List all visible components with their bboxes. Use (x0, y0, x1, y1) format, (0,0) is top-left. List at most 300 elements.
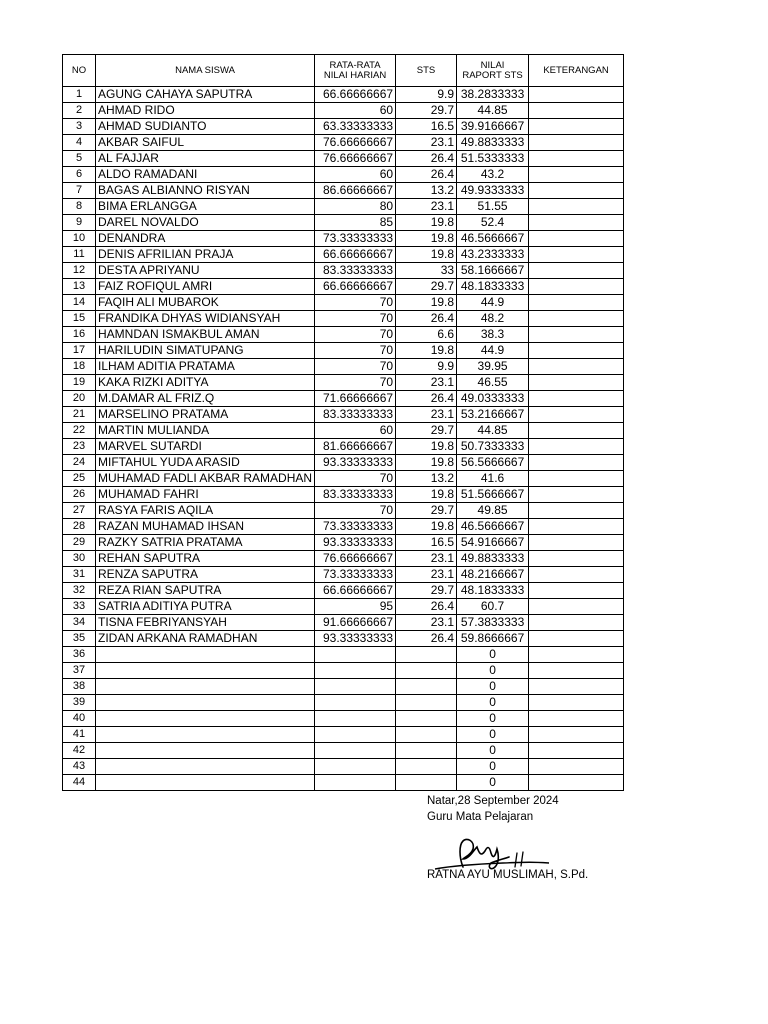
cell-average (315, 647, 396, 663)
cell-average: 70 (315, 311, 396, 327)
cell-sts (396, 775, 457, 791)
cell-keterangan (529, 343, 624, 359)
cell-average: 60 (315, 103, 396, 119)
cell-no: 2 (63, 103, 96, 119)
cell-no: 36 (63, 647, 96, 663)
cell-student-name: HAMNDAN ISMAKBUL AMAN (96, 327, 315, 343)
cell-sts: 23.1 (396, 567, 457, 583)
cell-no: 31 (63, 567, 96, 583)
cell-average (315, 663, 396, 679)
cell-keterangan (529, 775, 624, 791)
cell-student-name: AHMAD SUDIANTO (96, 119, 315, 135)
cell-no: 25 (63, 471, 96, 487)
cell-raport: 0 (457, 711, 529, 727)
cell-raport: 48.1833333 (457, 279, 529, 295)
cell-sts: 23.1 (396, 375, 457, 391)
cell-average: 66.66666667 (315, 87, 396, 103)
cell-no: 38 (63, 679, 96, 695)
cell-sts: 23.1 (396, 615, 457, 631)
cell-average: 91.66666667 (315, 615, 396, 631)
cell-average: 83.33333333 (315, 407, 396, 423)
cell-raport: 43.2 (457, 167, 529, 183)
cell-average: 95 (315, 599, 396, 615)
table-row (63, 455, 624, 471)
cell-keterangan (529, 183, 624, 199)
cell-average (315, 775, 396, 791)
cell-average: 71.66666667 (315, 391, 396, 407)
header-keterangan: KETERANGAN (529, 55, 624, 87)
cell-student-name: MUHAMAD FADLI AKBAR RAMADHAN (96, 471, 315, 487)
cell-raport: 59.8666667 (457, 631, 529, 647)
cell-keterangan (529, 407, 624, 423)
cell-student-name (96, 775, 315, 791)
cell-average: 70 (315, 295, 396, 311)
cell-average: 63.33333333 (315, 119, 396, 135)
cell-no: 4 (63, 135, 96, 151)
cell-sts: 19.8 (396, 439, 457, 455)
place-date: Natar,28 September 2024 (427, 795, 559, 807)
cell-keterangan (529, 727, 624, 743)
cell-sts: 23.1 (396, 199, 457, 215)
cell-average: 70 (315, 471, 396, 487)
cell-keterangan (529, 631, 624, 647)
cell-raport: 56.5666667 (457, 455, 529, 471)
cell-keterangan (529, 279, 624, 295)
cell-keterangan (529, 423, 624, 439)
cell-average: 60 (315, 423, 396, 439)
cell-raport: 46.5666667 (457, 519, 529, 535)
cell-raport: 53.2166667 (457, 407, 529, 423)
cell-no: 5 (63, 151, 96, 167)
table-row (63, 311, 624, 327)
cell-student-name: AKBAR SAIFUL (96, 135, 315, 151)
cell-average: 93.33333333 (315, 455, 396, 471)
table-row (63, 631, 624, 647)
table-row (63, 583, 624, 599)
cell-raport: 0 (457, 727, 529, 743)
cell-sts: 26.4 (396, 631, 457, 647)
cell-average: 80 (315, 199, 396, 215)
cell-raport: 0 (457, 695, 529, 711)
table-row (63, 263, 624, 279)
cell-student-name: REHAN SAPUTRA (96, 551, 315, 567)
cell-sts: 6.6 (396, 327, 457, 343)
cell-raport: 46.55 (457, 375, 529, 391)
cell-student-name (96, 743, 315, 759)
cell-average: 93.33333333 (315, 631, 396, 647)
cell-keterangan (529, 87, 624, 103)
cell-no: 34 (63, 615, 96, 631)
cell-student-name: BAGAS ALBIANNO RISYAN (96, 183, 315, 199)
cell-raport: 49.0333333 (457, 391, 529, 407)
cell-average: 83.33333333 (315, 263, 396, 279)
cell-no: 17 (63, 343, 96, 359)
cell-student-name: AL FAJJAR (96, 151, 315, 167)
cell-sts (396, 679, 457, 695)
cell-no: 18 (63, 359, 96, 375)
cell-sts: 29.7 (396, 423, 457, 439)
cell-keterangan (529, 359, 624, 375)
cell-no: 21 (63, 407, 96, 423)
table-row (63, 519, 624, 535)
table-row (63, 423, 624, 439)
header-raport-line2: RAPORT STS (462, 69, 523, 81)
cell-student-name: FAIZ ROFIQUL AMRI (96, 279, 315, 295)
cell-average: 93.33333333 (315, 535, 396, 551)
cell-student-name: MARSELINO PRATAMA (96, 407, 315, 423)
signer-name: RATNA AYU MUSLIMAH, S.Pd. (427, 869, 589, 881)
cell-student-name (96, 711, 315, 727)
cell-sts: 19.8 (396, 455, 457, 471)
cell-keterangan (529, 215, 624, 231)
cell-student-name: KAKA RIZKI ADITYA (96, 375, 315, 391)
table-row (63, 679, 624, 695)
cell-no: 42 (63, 743, 96, 759)
cell-no: 39 (63, 695, 96, 711)
cell-sts: 13.2 (396, 471, 457, 487)
table-row (63, 87, 624, 103)
cell-sts: 16.5 (396, 535, 457, 551)
cell-raport: 49.8833333 (457, 135, 529, 151)
cell-raport: 48.1833333 (457, 583, 529, 599)
cell-keterangan (529, 759, 624, 775)
cell-no: 32 (63, 583, 96, 599)
cell-raport: 52.4 (457, 215, 529, 231)
cell-keterangan (529, 695, 624, 711)
cell-student-name: MARVEL SUTARDI (96, 439, 315, 455)
table-row (63, 327, 624, 343)
cell-average (315, 759, 396, 775)
footer-block (427, 793, 559, 825)
table-row (63, 295, 624, 311)
cell-sts (396, 647, 457, 663)
cell-sts: 19.8 (396, 487, 457, 503)
cell-no: 19 (63, 375, 96, 391)
header-raport-line1: NILAI (480, 59, 505, 71)
cell-raport: 51.5333333 (457, 151, 529, 167)
cell-student-name: REZA RIAN SAPUTRA (96, 583, 315, 599)
table-row (63, 487, 624, 503)
cell-average: 66.66666667 (315, 583, 396, 599)
cell-sts: 26.4 (396, 311, 457, 327)
cell-no: 40 (63, 711, 96, 727)
table-row (63, 391, 624, 407)
cell-keterangan (529, 455, 624, 471)
cell-student-name (96, 679, 315, 695)
cell-average: 81.66666667 (315, 439, 396, 455)
cell-student-name: TISNA FEBRIYANSYAH (96, 615, 315, 631)
table-row (63, 215, 624, 231)
cell-student-name: AHMAD RIDO (96, 103, 315, 119)
cell-raport: 0 (457, 775, 529, 791)
cell-student-name: ZIDAN ARKANA RAMADHAN (96, 631, 315, 647)
cell-student-name: HARILUDIN SIMATUPANG (96, 343, 315, 359)
cell-raport: 49.8833333 (457, 551, 529, 567)
cell-sts: 29.7 (396, 503, 457, 519)
cell-raport: 44.9 (457, 295, 529, 311)
header-no: NO (63, 55, 96, 87)
cell-sts: 16.5 (396, 119, 457, 135)
cell-average: 70 (315, 375, 396, 391)
cell-raport: 39.95 (457, 359, 529, 375)
cell-keterangan (529, 567, 624, 583)
table-row (63, 375, 624, 391)
cell-sts: 26.4 (396, 167, 457, 183)
cell-no: 14 (63, 295, 96, 311)
cell-raport: 44.85 (457, 423, 529, 439)
header-name: NAMA SISWA (96, 55, 315, 87)
cell-keterangan (529, 583, 624, 599)
cell-sts: 23.1 (396, 551, 457, 567)
cell-average: 70 (315, 327, 396, 343)
cell-keterangan (529, 519, 624, 535)
cell-raport: 48.2 (457, 311, 529, 327)
cell-student-name (96, 727, 315, 743)
cell-student-name: DAREL NOVALDO (96, 215, 315, 231)
header-sts: STS (396, 55, 457, 87)
cell-keterangan (529, 295, 624, 311)
cell-student-name: MARTIN MULIANDA (96, 423, 315, 439)
cell-student-name: M.DAMAR AL FRIZ.Q (96, 391, 315, 407)
cell-keterangan (529, 471, 624, 487)
cell-student-name: DENANDRA (96, 231, 315, 247)
cell-no: 28 (63, 519, 96, 535)
table-row (63, 439, 624, 455)
cell-raport: 44.85 (457, 103, 529, 119)
cell-average: 70 (315, 359, 396, 375)
cell-average: 85 (315, 215, 396, 231)
cell-keterangan (529, 615, 624, 631)
cell-average (315, 743, 396, 759)
cell-keterangan (529, 487, 624, 503)
table-row (63, 775, 624, 791)
cell-no: 35 (63, 631, 96, 647)
cell-raport: 43.2333333 (457, 247, 529, 263)
cell-average: 86.66666667 (315, 183, 396, 199)
cell-average: 73.33333333 (315, 567, 396, 583)
cell-average: 60 (315, 167, 396, 183)
cell-sts (396, 727, 457, 743)
cell-average: 70 (315, 343, 396, 359)
cell-keterangan (529, 167, 624, 183)
cell-no: 30 (63, 551, 96, 567)
cell-no: 3 (63, 119, 96, 135)
table-row (63, 599, 624, 615)
cell-no: 16 (63, 327, 96, 343)
table-row (63, 247, 624, 263)
cell-sts: 23.1 (396, 135, 457, 151)
table-row (63, 615, 624, 631)
cell-average: 70 (315, 503, 396, 519)
cell-average: 76.66666667 (315, 135, 396, 151)
cell-sts (396, 743, 457, 759)
cell-sts (396, 695, 457, 711)
cell-sts (396, 711, 457, 727)
cell-raport: 0 (457, 743, 529, 759)
table-row (63, 183, 624, 199)
cell-student-name: RAZKY SATRIA PRATAMA (96, 535, 315, 551)
cell-average: 73.33333333 (315, 231, 396, 247)
table-row (63, 407, 624, 423)
cell-student-name: DESTA APRIYANU (96, 263, 315, 279)
cell-sts (396, 663, 457, 679)
table-row (63, 663, 624, 679)
cell-raport: 49.9333333 (457, 183, 529, 199)
cell-keterangan (529, 503, 624, 519)
cell-raport: 57.3833333 (457, 615, 529, 631)
cell-keterangan (529, 375, 624, 391)
cell-keterangan (529, 103, 624, 119)
cell-student-name: DENIS AFRILIAN PRAJA (96, 247, 315, 263)
cell-keterangan (529, 535, 624, 551)
cell-no: 26 (63, 487, 96, 503)
cell-sts: 33 (396, 263, 457, 279)
grade-table (62, 54, 624, 791)
cell-sts: 26.4 (396, 391, 457, 407)
cell-student-name: MUHAMAD FAHRI (96, 487, 315, 503)
table-row (63, 151, 624, 167)
cell-sts: 19.8 (396, 343, 457, 359)
cell-raport: 48.2166667 (457, 567, 529, 583)
cell-student-name: AGUNG CAHAYA SAPUTRA (96, 87, 315, 103)
cell-average (315, 727, 396, 743)
cell-sts: 13.2 (396, 183, 457, 199)
cell-student-name: BIMA ERLANGGA (96, 199, 315, 215)
header-average-line1: RATA-RATA (329, 59, 381, 71)
cell-sts: 19.8 (396, 295, 457, 311)
cell-no: 23 (63, 439, 96, 455)
table-row (63, 503, 624, 519)
cell-keterangan (529, 551, 624, 567)
table-row (63, 535, 624, 551)
cell-raport: 39.9166667 (457, 119, 529, 135)
cell-student-name: FAQIH ALI MUBAROK (96, 295, 315, 311)
cell-no: 12 (63, 263, 96, 279)
cell-no: 43 (63, 759, 96, 775)
cell-student-name: FRANDIKA DHYAS WIDIANSYAH (96, 311, 315, 327)
cell-no: 37 (63, 663, 96, 679)
grade-sheet (62, 54, 624, 791)
cell-keterangan (529, 119, 624, 135)
cell-raport: 44.9 (457, 343, 529, 359)
cell-raport: 54.9166667 (457, 535, 529, 551)
cell-keterangan (529, 263, 624, 279)
cell-keterangan (529, 247, 624, 263)
table-row (63, 135, 624, 151)
cell-keterangan (529, 711, 624, 727)
cell-no: 6 (63, 167, 96, 183)
cell-keterangan (529, 311, 624, 327)
cell-raport: 41.6 (457, 471, 529, 487)
cell-no: 9 (63, 215, 96, 231)
cell-student-name: RASYA FARIS AQILA (96, 503, 315, 519)
cell-no: 7 (63, 183, 96, 199)
cell-no: 20 (63, 391, 96, 407)
cell-keterangan (529, 151, 624, 167)
table-row (63, 471, 624, 487)
cell-sts: 19.8 (396, 215, 457, 231)
cell-sts: 29.7 (396, 583, 457, 599)
cell-average: 66.66666667 (315, 247, 396, 263)
table-row (63, 231, 624, 247)
cell-keterangan (529, 231, 624, 247)
cell-keterangan (529, 135, 624, 151)
cell-average: 83.33333333 (315, 487, 396, 503)
cell-average (315, 695, 396, 711)
cell-raport: 51.5666667 (457, 487, 529, 503)
cell-raport: 0 (457, 663, 529, 679)
table-row (63, 119, 624, 135)
cell-raport: 58.1666667 (457, 263, 529, 279)
cell-average: 73.33333333 (315, 519, 396, 535)
cell-student-name (96, 759, 315, 775)
cell-student-name: ILHAM ADITIA PRATAMA (96, 359, 315, 375)
table-row (63, 567, 624, 583)
cell-raport: 0 (457, 679, 529, 695)
cell-sts: 19.8 (396, 231, 457, 247)
teacher-role: Guru Mata Pelajaran (427, 811, 534, 823)
cell-average: 76.66666667 (315, 151, 396, 167)
cell-no: 29 (63, 535, 96, 551)
cell-raport: 0 (457, 647, 529, 663)
cell-sts: 9.9 (396, 359, 457, 375)
cell-student-name (96, 647, 315, 663)
cell-keterangan (529, 743, 624, 759)
table-body (63, 87, 624, 791)
cell-sts: 19.8 (396, 247, 457, 263)
cell-no: 15 (63, 311, 96, 327)
table-row (63, 727, 624, 743)
cell-no: 22 (63, 423, 96, 439)
cell-no: 41 (63, 727, 96, 743)
cell-raport: 0 (457, 759, 529, 775)
cell-keterangan (529, 199, 624, 215)
cell-keterangan (529, 679, 624, 695)
cell-raport: 46.5666667 (457, 231, 529, 247)
table-row (63, 343, 624, 359)
cell-average (315, 711, 396, 727)
cell-no: 13 (63, 279, 96, 295)
cell-no: 33 (63, 599, 96, 615)
table-row (63, 167, 624, 183)
table-row (63, 551, 624, 567)
cell-no: 1 (63, 87, 96, 103)
cell-raport: 51.55 (457, 199, 529, 215)
cell-average: 76.66666667 (315, 551, 396, 567)
cell-no: 10 (63, 231, 96, 247)
cell-sts: 23.1 (396, 407, 457, 423)
cell-average: 66.66666667 (315, 279, 396, 295)
cell-keterangan (529, 391, 624, 407)
cell-sts: 19.8 (396, 519, 457, 535)
cell-student-name: ALDO RAMADANI (96, 167, 315, 183)
cell-keterangan (529, 647, 624, 663)
cell-raport: 60.7 (457, 599, 529, 615)
table-row (63, 743, 624, 759)
header-average (315, 55, 396, 87)
cell-sts: 29.7 (396, 279, 457, 295)
cell-no: 11 (63, 247, 96, 263)
cell-no: 27 (63, 503, 96, 519)
table-row (63, 647, 624, 663)
cell-student-name (96, 695, 315, 711)
cell-keterangan (529, 327, 624, 343)
cell-no: 24 (63, 455, 96, 471)
cell-raport: 50.7333333 (457, 439, 529, 455)
header-row (63, 55, 624, 87)
cell-student-name (96, 663, 315, 679)
cell-student-name: RENZA SAPUTRA (96, 567, 315, 583)
